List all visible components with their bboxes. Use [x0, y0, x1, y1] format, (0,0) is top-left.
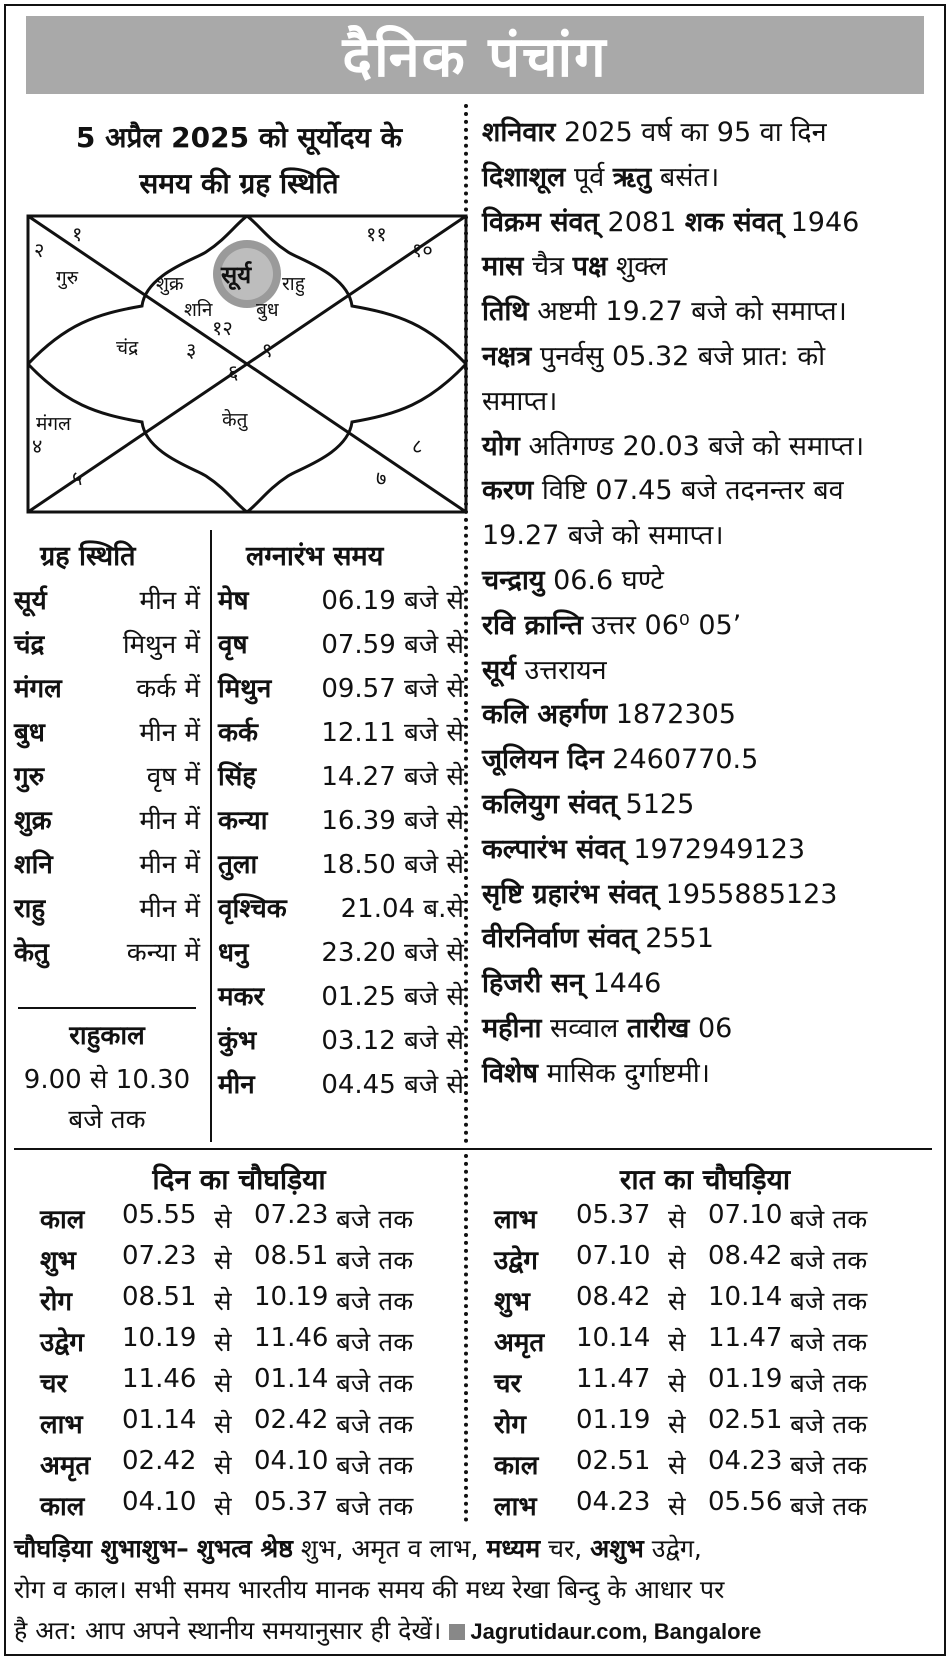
choghadiya-from: 07.10	[576, 1241, 651, 1271]
choghadiya-tak: बजे तक	[790, 1328, 868, 1358]
panchang-key: शनिवार	[482, 117, 556, 148]
chart-headline-line2: समय की ग्रह स्थिति	[139, 167, 339, 200]
panchang-line	[482, 874, 937, 911]
panchang-key: शक संवत्	[684, 206, 782, 238]
choghadiya-se: से	[214, 1287, 232, 1317]
panchang-line	[482, 336, 937, 373]
rahukaal-suffix: बजे तक	[68, 1105, 146, 1135]
lagna-row	[218, 928, 464, 974]
panchang-value: 2081	[598, 206, 685, 238]
footer-line2: रोग व काल। सभी समय भारतीय मानक समय की मध्य रेखा बिन्दु के आधार पर	[14, 1575, 725, 1604]
panchang-key: सूर्य	[482, 654, 516, 686]
panchang-value: उत्तरायन	[515, 654, 607, 686]
panchang-key: विक्रम संवत्	[482, 206, 599, 238]
panchang-value: अष्टमी 19.27 बजे को समाप्त।	[528, 296, 847, 328]
choghadiya-se: से	[668, 1492, 686, 1522]
choghadiya-tak: बजे तक	[336, 1492, 414, 1522]
lagna-row	[218, 708, 464, 754]
choghadiya-to: 02.51	[708, 1405, 783, 1435]
panchang-key: मास	[482, 251, 524, 283]
lagna-time: 12.11 बजे से	[321, 718, 464, 748]
choghadiya-from: 07.23	[122, 1241, 197, 1271]
panchang-line	[482, 963, 937, 1000]
day-choghadiya-row	[40, 1446, 460, 1487]
lagna-time: 01.25 बजे से	[321, 982, 464, 1012]
panchang-value: 1872305	[607, 699, 736, 731]
footer-note	[14, 1528, 936, 1652]
lagna-row	[218, 796, 464, 842]
panchang-key: नक्षत्र	[482, 341, 532, 372]
panchang-line	[482, 739, 937, 776]
panchang-value: 06.6 घण्टे	[544, 565, 664, 596]
choghadiya-name: शुभ	[494, 1287, 530, 1317]
lagna-row	[218, 752, 464, 798]
graha-planet: शुक्र	[14, 806, 52, 836]
choghadiya-se: से	[668, 1205, 686, 1235]
panchang-line	[482, 157, 937, 194]
panchang-line	[482, 381, 937, 418]
planet-chandra: चंद्र	[116, 337, 139, 359]
panchang-key: हिजरी सन्	[482, 968, 585, 1000]
choghadiya-to: 11.46	[254, 1323, 329, 1353]
choghadiya-se: से	[214, 1369, 232, 1399]
panchang-value: 06	[689, 1013, 733, 1044]
panchang-key: योग	[482, 430, 520, 462]
lagna-sign: मकर	[218, 982, 265, 1012]
panchang-line	[482, 918, 937, 955]
choghadiya-from: 04.10	[122, 1487, 197, 1517]
panchang-key: महीना	[482, 1013, 542, 1044]
choghadiya-tak: बजे तक	[790, 1369, 868, 1399]
choghadiya-to: 07.23	[254, 1200, 329, 1230]
choghadiya-to: 05.56	[708, 1487, 783, 1517]
choghadiya-tak: बजे तक	[336, 1287, 414, 1317]
panchang-value: पूर्व	[565, 161, 613, 193]
choghadiya-to: 08.51	[254, 1241, 329, 1271]
house-number: १२	[212, 316, 233, 340]
lagna-time: 16.39 बजे से	[321, 806, 464, 836]
house-number: ८	[412, 434, 423, 458]
panchang-key: ऋतु	[612, 161, 652, 193]
lagna-row	[218, 576, 464, 622]
lagna-row	[218, 840, 464, 886]
night-choghadiya-row	[494, 1487, 914, 1528]
site-credit: Jagrutidaur.com, Bangalore	[470, 1619, 762, 1644]
choghadiya-tak: बजे तक	[790, 1246, 868, 1276]
lagna-time: 14.27 बजे से	[321, 762, 464, 792]
lagna-sign: मिथुन	[218, 674, 272, 704]
graha-planet: मंगल	[14, 674, 62, 704]
lagna-sign: कर्क	[218, 718, 258, 748]
panchang-line	[482, 694, 937, 731]
choghadiya-to: 10.14	[708, 1282, 783, 1312]
choghadiya-se: से	[668, 1246, 686, 1276]
graha-sign: मिथुन में	[122, 630, 200, 660]
night-choghadiya-row	[494, 1405, 914, 1446]
panchang-key: करण	[482, 475, 534, 507]
graha-planet: केतु	[14, 938, 49, 968]
choghadiya-name: शुभ	[40, 1246, 76, 1276]
lagna-sign: कन्या	[218, 806, 268, 836]
choghadiya-name: चर	[494, 1369, 522, 1399]
panchang-line	[482, 605, 937, 642]
choghadiya-vertical-divider	[464, 1154, 468, 1522]
night-choghadiya-row	[494, 1200, 914, 1241]
lagna-time: 18.50 बजे से	[321, 850, 464, 880]
graha-planet: बुध	[14, 718, 45, 748]
graha-planet: चंद्र	[14, 630, 45, 660]
panchang-value: बसंत।	[651, 161, 720, 193]
lagna-time: 23.20 बजे से	[321, 938, 464, 968]
choghadiya-from: 08.42	[576, 1282, 651, 1312]
graha-planet: राहु	[14, 894, 46, 924]
panchang-line	[482, 426, 937, 463]
graha-sign: मीन में	[139, 894, 200, 924]
choghadiya-name: लाभ	[40, 1410, 83, 1440]
choghadiya-tak: बजे तक	[336, 1205, 414, 1235]
house-number: १०	[412, 238, 433, 262]
chart-headline-line1: 5 अप्रैल 2025 को सूर्योदय के	[75, 121, 403, 154]
panchang-line	[482, 1008, 937, 1045]
panchang-line	[482, 650, 937, 687]
choghadiya-from: 02.42	[122, 1446, 197, 1476]
planet-shukra: शुक्र	[156, 273, 184, 295]
lagna-sign: तुला	[218, 850, 258, 880]
lagna-row	[218, 1060, 464, 1106]
choghadiya-from: 10.14	[576, 1323, 651, 1353]
graha-sign: मीन में	[139, 850, 200, 880]
graha-sign: मीन में	[139, 806, 200, 836]
panchang-line	[482, 784, 937, 821]
kundli-chart	[26, 214, 468, 514]
day-choghadiya-row	[40, 1323, 460, 1364]
choghadiya-tak: बजे तक	[790, 1205, 868, 1235]
page-title: दैनिक पंचांग	[342, 25, 608, 90]
planet-rahu: राहु	[282, 273, 305, 295]
panchang-value: शुक्ल	[607, 251, 668, 283]
panchang-key: दिशाशूल	[482, 161, 566, 193]
lagna-row	[218, 620, 464, 666]
graha-planet: सूर्य	[14, 586, 47, 616]
planet-shani: शनि	[184, 299, 213, 321]
panchang-value: सव्वाल	[541, 1013, 627, 1044]
panchang-value: मासिक दुर्गाष्टमी।	[537, 1057, 710, 1089]
choghadiya-se: से	[214, 1328, 232, 1358]
panchang-key: रवि क्रान्ति	[482, 609, 583, 641]
panchang-key: कलियुग संवत्	[482, 789, 617, 820]
panchang-value: 1446	[584, 968, 662, 1000]
choghadiya-to: 10.19	[254, 1282, 329, 1312]
lagna-row	[218, 1016, 464, 1062]
planet-budh: बुध	[256, 299, 279, 321]
lagna-time: 04.45 बजे से	[321, 1070, 464, 1100]
lagna-sign: वृष	[218, 630, 248, 660]
choghadiya-name: लाभ	[494, 1205, 537, 1235]
panchang-value: उत्तर 06⁰ 05’	[582, 609, 742, 641]
choghadiya-from: 10.19	[122, 1323, 197, 1353]
panchang-line	[482, 1053, 937, 1090]
house-number: ४	[32, 434, 43, 458]
choghadiya-name: अमृत	[494, 1328, 545, 1358]
choghadiya-to: 04.10	[254, 1446, 329, 1476]
planet-ketu: केतु	[222, 409, 248, 431]
graha-row	[14, 620, 200, 666]
night-choghadiya-row	[494, 1241, 914, 1282]
choghadiya-name: काल	[40, 1205, 85, 1235]
lagna-time: 21.04 ब.से	[340, 894, 464, 924]
lagna-time: 09.57 बजे से	[321, 674, 464, 704]
choghadiya-to: 08.42	[708, 1241, 783, 1271]
lagna-time: 03.12 बजे से	[321, 1026, 464, 1056]
day-choghadiya-row	[40, 1487, 460, 1528]
panchang-key: विशेष	[482, 1057, 538, 1089]
panchang-key: तारीख	[626, 1013, 690, 1044]
graha-sign: मीन में	[139, 586, 200, 616]
graha-planet: गुरु	[14, 762, 45, 792]
choghadiya-name: लाभ	[494, 1492, 537, 1522]
graha-sign: मीन में	[139, 718, 200, 748]
panchang-value: 5125	[616, 789, 695, 820]
graha-sign: कन्या में	[126, 938, 200, 968]
house-number: २	[34, 238, 45, 262]
choghadiya-tak: बजे तक	[336, 1369, 414, 1399]
choghadiya-se: से	[214, 1451, 232, 1481]
graha-row	[14, 576, 200, 622]
choghadiya-name: काल	[494, 1451, 539, 1481]
panchang-key: कल्पारंभ संवत्	[482, 833, 625, 865]
panchang-value: पुनर्वसु 05.32 बजे प्रात: को	[531, 341, 826, 372]
choghadiya-to: 07.10	[708, 1200, 783, 1230]
panchang-line	[482, 560, 937, 597]
night-choghadiya-row	[494, 1282, 914, 1323]
panchang-line	[482, 470, 937, 507]
choghadiya-tak: बजे तक	[336, 1328, 414, 1358]
panchang-key: वीरनिर्वाण संवत्	[482, 923, 637, 955]
choghadiya-name: उद्वेग	[40, 1328, 84, 1358]
day-choghadiya-row	[40, 1241, 460, 1282]
graha-lagna-divider	[210, 530, 212, 1142]
night-choghadiya-title: रात का चौघड़िया	[619, 1163, 791, 1196]
choghadiya-to: 02.42	[254, 1405, 329, 1435]
panchang-line	[482, 829, 937, 866]
night-choghadiya-row	[494, 1446, 914, 1487]
graha-sthiti-title: ग्रह स्थिति	[40, 541, 136, 572]
lagna-sign: वृश्चिक	[218, 894, 287, 924]
choghadiya-from: 02.51	[576, 1446, 651, 1476]
day-choghadiya-row	[40, 1200, 460, 1241]
choghadiya-tak: बजे तक	[336, 1451, 414, 1481]
lagna-time: 06.19 बजे से	[321, 586, 464, 616]
house-number: ३	[186, 338, 197, 362]
panchang-value: अतिगण्ड 20.03 बजे को समाप्त।	[519, 430, 865, 462]
house-number: ६	[228, 360, 239, 384]
house-number: ७	[376, 466, 387, 490]
choghadiya-from: 11.46	[122, 1364, 197, 1394]
planet-mangal: मंगल	[36, 413, 71, 435]
graha-row	[14, 884, 200, 930]
planet-sun: सूर्य	[221, 261, 252, 289]
choghadiya-name: रोग	[40, 1287, 73, 1317]
lagna-sign: धनु	[218, 938, 249, 968]
house-number: १	[72, 222, 83, 246]
day-choghadiya-row	[40, 1405, 460, 1446]
panchang-value: चैत्र	[523, 251, 573, 283]
graha-planet: शनि	[14, 850, 53, 880]
panchang-value: 2025 वर्ष का 95 वा दिन	[555, 117, 827, 148]
graha-row	[14, 928, 200, 974]
choghadiya-se: से	[214, 1492, 232, 1522]
footer-line3: है अत: आप अपने स्थानीय समयानुसार ही देखें। Jagrutidaur.com, Bangalore	[14, 1616, 762, 1645]
night-choghadiya-row	[494, 1323, 914, 1364]
choghadiya-from: 01.19	[576, 1405, 651, 1435]
rahukaal-time: 9.00 से 10.30	[23, 1065, 191, 1095]
choghadiya-tak: बजे तक	[336, 1410, 414, 1440]
choghadiya-top-rule	[14, 1148, 932, 1150]
panchang-line	[482, 246, 937, 283]
lagna-sign: मेष	[218, 586, 249, 616]
panchang-value: विष्टि 07.45 बजे तदनन्तर बव	[533, 475, 844, 507]
choghadiya-se: से	[668, 1369, 686, 1399]
panchang-key: सृष्टि ग्रहारंभ संवत्	[482, 878, 658, 910]
panchang-value: 19.27 बजे को समाप्त।	[482, 520, 724, 552]
choghadiya-name: चर	[40, 1369, 68, 1399]
footer-line1: चौघड़िया शुभाशुभ– शुभत्व श्रेष्ठ शुभ, अमृत व लाभ, मध्यम चर, अशुभ उद्वेग,	[14, 1534, 702, 1563]
lagna-time: 07.59 बजे से	[321, 630, 464, 660]
choghadiya-from: 08.51	[122, 1282, 197, 1312]
choghadiya-from: 04.23	[576, 1487, 651, 1517]
choghadiya-se: से	[668, 1451, 686, 1481]
choghadiya-se: से	[214, 1410, 232, 1440]
panchang-key: जूलियन दिन	[482, 744, 604, 776]
panchang-key: तिथि	[482, 296, 529, 328]
choghadiya-tak: बजे तक	[790, 1287, 868, 1317]
house-number: ९	[262, 338, 273, 362]
panchang-line	[482, 515, 937, 552]
site-square-icon	[449, 1624, 465, 1640]
choghadiya-to: 04.23	[708, 1446, 783, 1476]
choghadiya-from: 01.14	[122, 1405, 197, 1435]
day-choghadiya-row	[40, 1364, 460, 1405]
graha-row	[14, 840, 200, 886]
choghadiya-se: से	[668, 1410, 686, 1440]
choghadiya-name: अमृत	[40, 1451, 91, 1481]
night-choghadiya-row	[494, 1364, 914, 1405]
rahukaal-rule	[18, 1007, 196, 1009]
choghadiya-from: 05.37	[576, 1200, 651, 1230]
choghadiya-from: 11.47	[576, 1364, 651, 1394]
choghadiya-tak: बजे तक	[336, 1246, 414, 1276]
graha-row	[14, 664, 200, 710]
day-choghadiya-title: दिन का चौघड़िया	[152, 1163, 326, 1196]
title-banner	[26, 16, 924, 94]
choghadiya-to: 01.19	[708, 1364, 783, 1394]
panchang-value: 1955885123	[657, 878, 838, 910]
choghadiya-tak: बजे तक	[790, 1451, 868, 1481]
panchang-key: कलि अहर्गण	[482, 699, 608, 731]
lagna-title: लग्नारंभ समय	[246, 541, 384, 572]
lagna-row	[218, 664, 464, 710]
panchang-value: 2460770.5	[603, 744, 759, 776]
day-choghadiya-row	[40, 1282, 460, 1323]
panchang-value: समाप्त।	[482, 385, 558, 417]
panchang-value: 1972949123	[624, 833, 806, 865]
choghadiya-to: 05.37	[254, 1487, 329, 1517]
graha-sign: कर्क में	[136, 674, 200, 704]
panchang-key: चन्द्रायु	[482, 565, 545, 596]
choghadiya-name: काल	[40, 1492, 85, 1522]
planet-guru: गुरु	[56, 267, 79, 289]
choghadiya-se: से	[214, 1205, 232, 1235]
choghadiya-to: 01.14	[254, 1364, 329, 1394]
choghadiya-se: से	[668, 1328, 686, 1358]
graha-row	[14, 752, 200, 798]
graha-row	[14, 796, 200, 842]
lagna-sign: मीन	[218, 1070, 255, 1100]
choghadiya-name: उद्वेग	[494, 1246, 538, 1276]
house-number: ११	[366, 222, 387, 246]
panchang-value: 1946	[782, 206, 860, 238]
panchang-line	[482, 112, 937, 149]
choghadiya-tak: बजे तक	[790, 1492, 868, 1522]
lagna-sign: कुंभ	[218, 1026, 257, 1056]
lagna-row	[218, 972, 464, 1018]
rahukaal-title: राहुकाल	[69, 1021, 145, 1051]
panchang-key: पक्ष	[572, 251, 608, 283]
lagna-sign: सिंह	[218, 762, 257, 792]
graha-sign: वृष में	[146, 762, 200, 792]
choghadiya-se: से	[214, 1246, 232, 1276]
choghadiya-name: रोग	[494, 1410, 527, 1440]
house-number: ५	[72, 466, 83, 490]
graha-row	[14, 708, 200, 754]
choghadiya-from: 05.55	[122, 1200, 197, 1230]
panchang-value: 2551	[636, 923, 714, 955]
choghadiya-tak: बजे तक	[790, 1410, 868, 1440]
lagna-row	[218, 884, 464, 930]
choghadiya-se: से	[668, 1287, 686, 1317]
panchang-line	[482, 202, 937, 239]
panchang-line	[482, 291, 937, 328]
choghadiya-to: 11.47	[708, 1323, 783, 1353]
